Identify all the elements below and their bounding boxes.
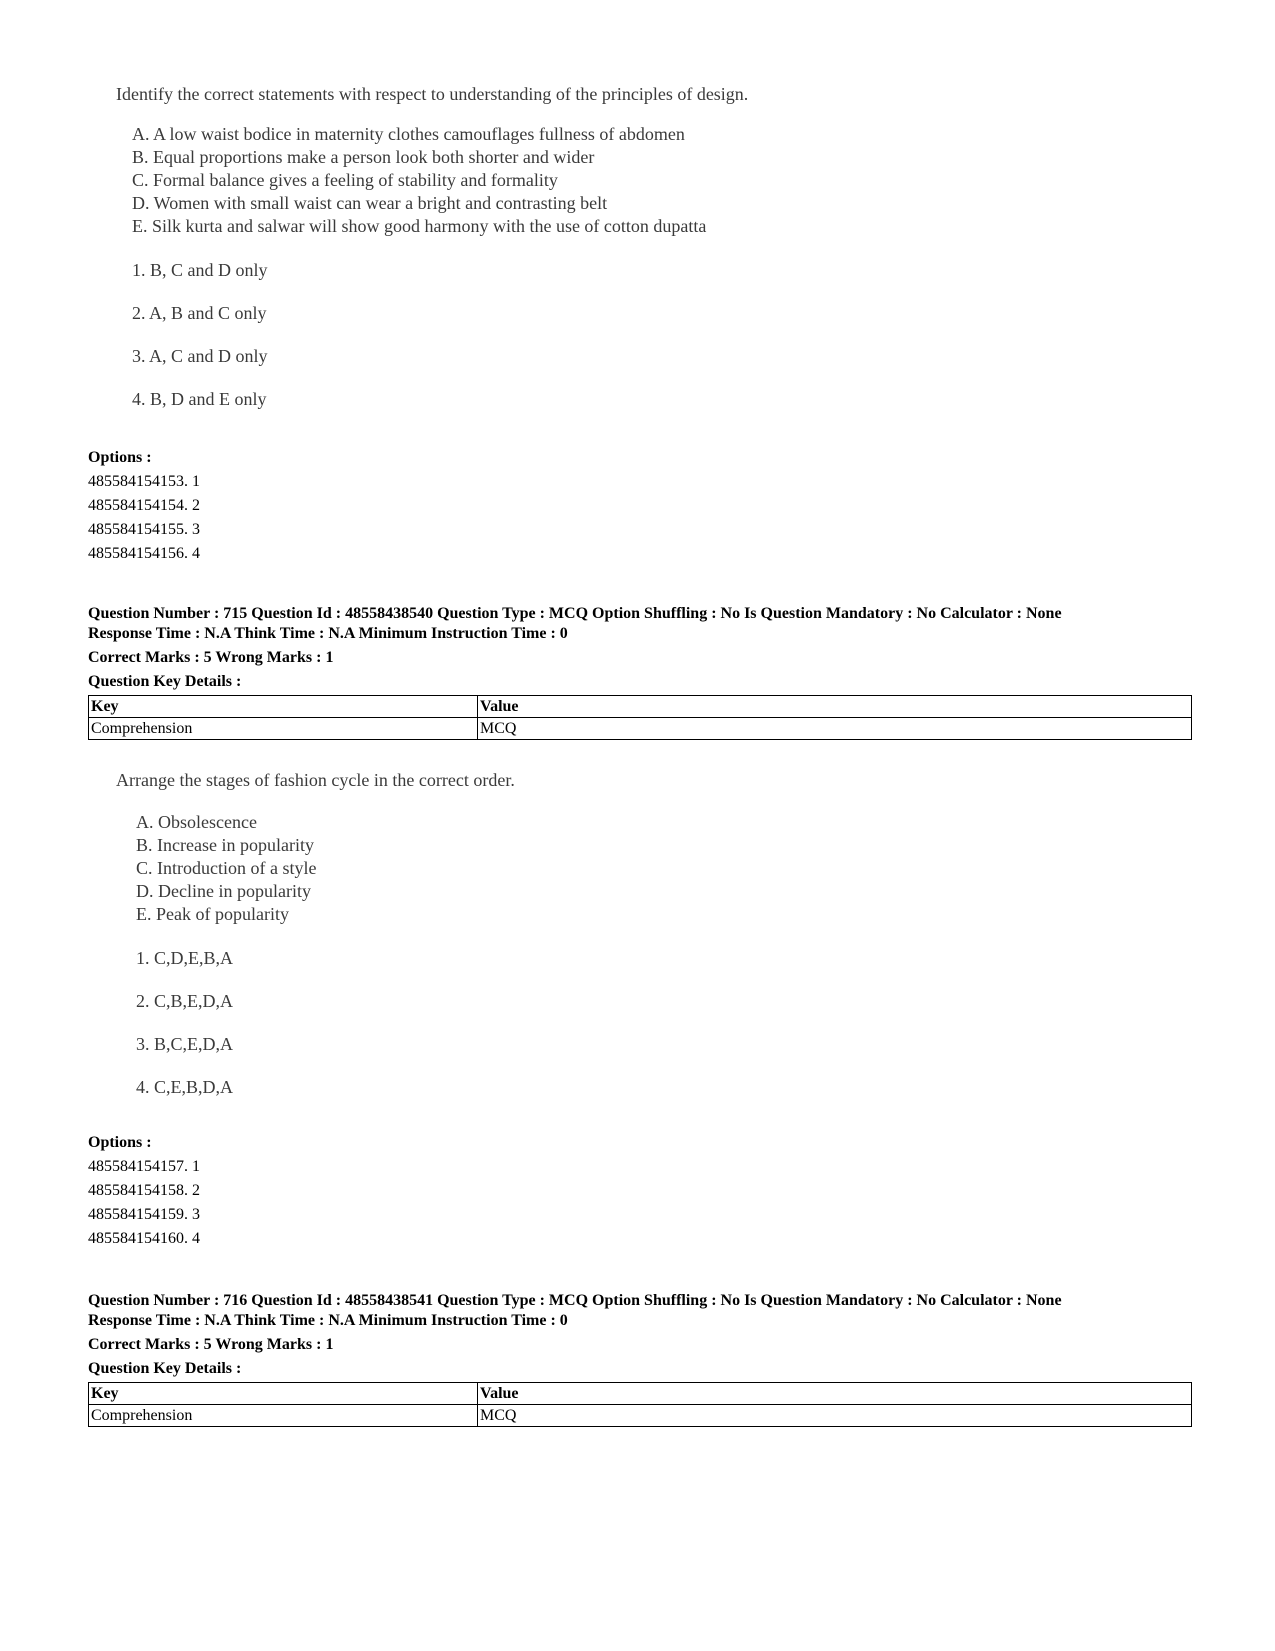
table-header-cell: Value: [478, 1383, 1192, 1405]
option-line: 485584154159. 3: [88, 1206, 200, 1223]
statement: C. Formal balance gives a feeling of stability and formality: [132, 170, 558, 190]
answer-choice: 1. B, C and D only: [132, 260, 268, 280]
table-header-row: [89, 1383, 1192, 1405]
question-image-1: [116, 84, 748, 410]
statement: D. Decline in popularity: [136, 881, 311, 901]
statement: C. Introduction of a style: [136, 858, 317, 878]
table-header-cell: Key: [89, 696, 478, 718]
table-cell: Comprehension: [89, 1405, 478, 1427]
statement: E. Silk kurta and salwar will show good harmony with the use of cotton dupatta: [132, 216, 707, 236]
answer-choice: 4. B, D and E only: [132, 389, 267, 409]
table-row: [89, 718, 1192, 740]
question-image-2: [116, 770, 515, 1098]
options-label: Options :: [88, 1134, 152, 1151]
key-details-label: Question Key Details :: [88, 673, 242, 690]
option-line: 485584154160. 4: [88, 1230, 200, 1247]
answer-choice: 2. A, B and C only: [132, 303, 267, 323]
question-meta-line: Question Number : 716 Question Id : 48558438541 Question Type : MCQ Option Shuffling : No Is Question Mandatory : No Calculator : None: [88, 1292, 1062, 1309]
table-cell: MCQ: [478, 718, 1192, 740]
question-stem: Arrange the stages of fashion cycle in the correct order.: [116, 770, 515, 790]
statement: A. Obsolescence: [136, 812, 257, 832]
options-block: [88, 446, 200, 566]
statement: A. A low waist bodice in maternity clothes camouflages fullness of abdomen: [132, 124, 685, 144]
answer-choice: 3. B,C,E,D,A: [136, 1034, 234, 1054]
statement: E. Peak of popularity: [136, 904, 289, 924]
option-line: 485584154154. 2: [88, 497, 200, 514]
option-line: 485584154156. 4: [88, 545, 200, 562]
table-cell: MCQ: [478, 1405, 1192, 1427]
question-meta: [88, 1291, 1198, 1379]
options-label: Options :: [88, 449, 152, 466]
table-cell: Comprehension: [89, 718, 478, 740]
answer-choice: 3. A, C and D only: [132, 346, 268, 366]
option-line: 485584154155. 3: [88, 521, 200, 538]
statement: D. Women with small waist can wear a bright and contrasting belt: [132, 193, 608, 213]
question-key-table: [88, 1382, 1192, 1427]
answer-choice: 2. C,B,E,D,A: [136, 991, 234, 1011]
table-header-cell: Key: [89, 1383, 478, 1405]
options-block: [88, 1131, 200, 1251]
question-meta-line: Response Time : N.A Think Time : N.A Minimum Instruction Time : 0: [88, 625, 568, 642]
question-key-table: [88, 695, 1192, 740]
statement: B. Increase in popularity: [136, 835, 314, 855]
question-meta-line: Response Time : N.A Think Time : N.A Minimum Instruction Time : 0: [88, 1312, 568, 1329]
marks-line: Correct Marks : 5 Wrong Marks : 1: [88, 1336, 334, 1353]
question-meta: [88, 604, 1198, 692]
option-line: 485584154157. 1: [88, 1158, 200, 1175]
option-line: 485584154153. 1: [88, 473, 200, 490]
table-row: [89, 1405, 1192, 1427]
answer-choice: 1. C,D,E,B,A: [136, 948, 234, 968]
statement: B. Equal proportions make a person look both shorter and wider: [132, 147, 595, 167]
table-header-row: [89, 696, 1192, 718]
key-details-label: Question Key Details :: [88, 1360, 242, 1377]
marks-line: Correct Marks : 5 Wrong Marks : 1: [88, 649, 334, 666]
question-meta-line: Question Number : 715 Question Id : 48558438540 Question Type : MCQ Option Shuffling : No Is Question Mandatory : No Calculator : None: [88, 605, 1062, 622]
answer-choice: 4. C,E,B,D,A: [136, 1077, 234, 1097]
table-header-cell: Value: [478, 696, 1192, 718]
question-stem: Identify the correct statements with respect to understanding of the principles of design.: [116, 84, 749, 104]
option-line: 485584154158. 2: [88, 1182, 200, 1199]
